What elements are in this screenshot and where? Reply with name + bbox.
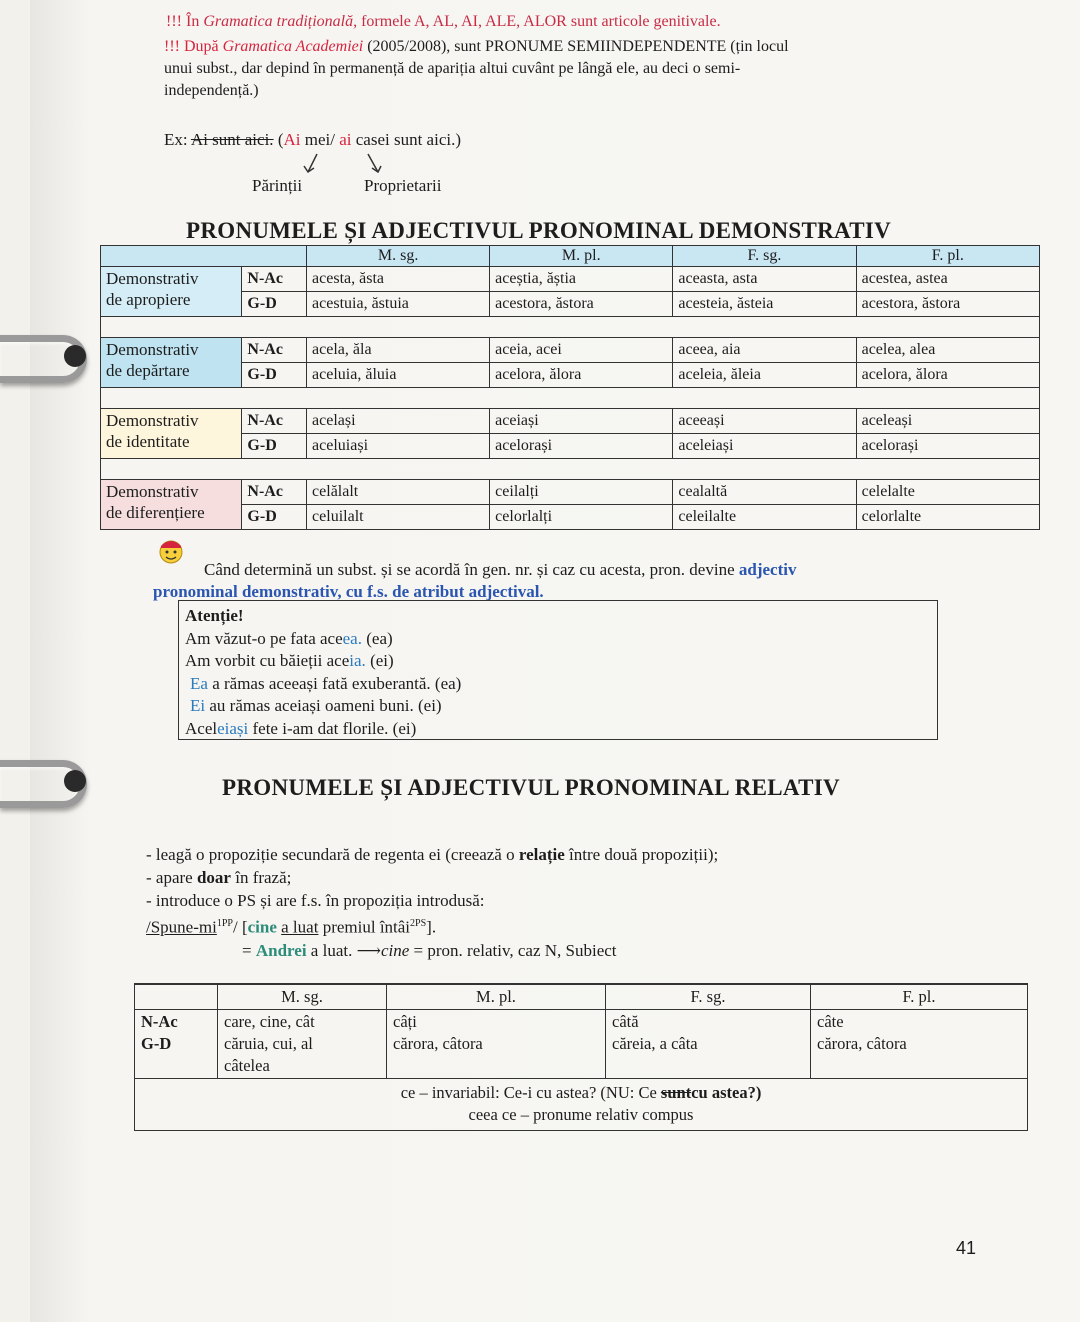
header-empty (101, 246, 307, 267)
note-academy (164, 36, 964, 102)
note-source: Gramatica Academiei (222, 38, 364, 55)
demonstrativ-table (100, 245, 1040, 530)
spacer-cell (101, 317, 1040, 338)
table-row (101, 409, 1040, 434)
table-row (135, 1079, 1028, 1131)
form-value: câte (817, 1012, 844, 1031)
note-text: , formele A, AL, AI, ALE, ALOR sunt articole genitivale. (353, 13, 721, 30)
table-row (101, 338, 1040, 363)
category-line: Demonstrativ (106, 411, 199, 430)
form-cell: același (307, 409, 490, 434)
header-cell: M. pl. (490, 246, 673, 267)
highlight-ai: ai (339, 130, 352, 149)
form-value: câți (393, 1012, 417, 1031)
row-spacer (101, 459, 1040, 480)
form-cell: aceasta, asta (673, 267, 856, 292)
atentie-line (185, 695, 931, 718)
note-text: independență.) (164, 82, 259, 99)
line-text: (ea) (366, 628, 393, 648)
relativ-table (134, 983, 1028, 1131)
line-text: (ei) (370, 651, 394, 670)
form-cell: acelora, ălora (856, 363, 1039, 388)
table-row (101, 434, 1040, 459)
form-cell: acestuia, ăstuia (307, 292, 490, 317)
table-row (101, 292, 1040, 317)
atentie-line (185, 650, 931, 673)
form-cell: acelorași (856, 434, 1039, 459)
category-line: Demonstrativ (106, 340, 199, 359)
line-highlight: ea. (342, 628, 362, 648)
form-cell: acela, ăla (307, 338, 490, 363)
example-prefix: Ex: (164, 130, 188, 149)
note-traditional (166, 13, 721, 31)
arrow-right-icon: ⟶ (356, 940, 381, 960)
spacer-cell (101, 459, 1040, 480)
ex-superscript: 1PP (216, 918, 233, 929)
row-spacer (101, 317, 1040, 338)
category-line: de depărtare (106, 361, 190, 380)
form-cell: acesteia, ăsteia (673, 292, 856, 317)
example-line (164, 129, 461, 151)
ex-superscript: 2PS (410, 918, 427, 929)
form-cell: celorlalte (856, 505, 1039, 530)
bullet-text: - apare (146, 868, 193, 887)
line-highlight: eiași (217, 718, 249, 738)
form-cell (811, 1010, 1028, 1079)
invariable-note (135, 1082, 1027, 1104)
example-text: mei/ (304, 130, 335, 149)
case-label: G-D (242, 434, 307, 459)
struck-text: Ai sunt aici. (190, 130, 274, 149)
category-cell (101, 338, 242, 388)
adjective-rule-line1 (204, 560, 974, 580)
bullet-text: - leagă o propoziție secundară de regenta ei (creează o (146, 845, 515, 864)
atentie-line (185, 718, 931, 741)
spacer-cell (101, 388, 1040, 409)
bullet-item: - introduce o PS și are f.s. în propoziția introdusă: (146, 891, 485, 910)
case-label: N-Ac (141, 1012, 178, 1031)
line-text: Acel (185, 718, 218, 738)
ans-italic: cine (380, 940, 410, 960)
inv-text: ce – invariabil: Ce-i cu astea? (NU: Ce (400, 1083, 657, 1102)
form-value: căruia, cui, al (224, 1034, 313, 1053)
section-title-demonstrativ: PRONUMELE ȘI ADJECTIVUL PRONOMINAL DEMONSTRATIV (186, 218, 892, 243)
compound-note: ceea ce – pronume relativ compus (468, 1105, 694, 1124)
category-cell (101, 480, 242, 530)
case-label: N-Ac (242, 480, 307, 505)
table-header (135, 984, 1028, 1010)
ex-text: /Spune-mi (146, 917, 217, 937)
form-cell: aceleași (856, 409, 1039, 434)
table-row (101, 505, 1040, 530)
form-cell: aceeași (673, 409, 856, 434)
line-highlight: ia. (349, 651, 366, 670)
form-cell: acelorași (490, 434, 673, 459)
line-text: au rămas aceiași oameni buni. (ei) (209, 696, 442, 715)
category-line: Demonstrativ (106, 482, 199, 501)
form-cell (387, 1010, 606, 1079)
note-prefix: După (183, 38, 219, 55)
paren: ( (277, 130, 284, 149)
form-cell: aceleia, ăleia (673, 363, 856, 388)
form-cell: cealaltă (673, 480, 856, 505)
case-label: N-Ac (242, 267, 307, 292)
case-cell (135, 1010, 218, 1079)
example-sentence (146, 912, 718, 939)
bullet-bold: doar (196, 868, 231, 887)
ex-relative: cine (247, 917, 277, 937)
form-cell: celălalt (307, 480, 490, 505)
form-cell: ceilalți (490, 480, 673, 505)
form-value: cărora, câtora (817, 1034, 907, 1053)
table-row (135, 1010, 1028, 1079)
category-line: Demonstrativ (106, 269, 199, 288)
ans-text: a luat. (310, 940, 353, 960)
inv-bold: cu astea?) (691, 1083, 762, 1102)
category-line: de diferențiere (106, 503, 205, 522)
bullet-text: în frază; (235, 868, 292, 887)
form-cell (606, 1010, 811, 1079)
form-value: câtelea (224, 1056, 270, 1075)
relativ-bullets (146, 843, 718, 962)
header-cell: F. pl. (856, 246, 1039, 267)
header-cell: M. pl. (387, 984, 606, 1010)
case-label: G-D (242, 505, 307, 530)
punch-hole (64, 345, 86, 367)
form-cell: acelea, alea (856, 338, 1039, 363)
header-cell: F. sg. (606, 984, 811, 1010)
bullet-text: între două propoziții); (569, 845, 719, 864)
note-marker: !!! (166, 13, 182, 30)
section-title-relativ: PRONUMELE ȘI ADJECTIVUL PRONOMINAL RELATIV (222, 775, 840, 800)
line-text: fete i-am dat florile. (ei) (252, 718, 417, 738)
form-cell: aceștia, ăștia (490, 267, 673, 292)
form-cell: aceia, acei (490, 338, 673, 363)
table-row (101, 363, 1040, 388)
case-label: G-D (141, 1034, 172, 1053)
table-row (101, 480, 1040, 505)
bullet-item (146, 866, 718, 889)
label-parintii: Părinții (252, 176, 303, 195)
header-cell: F. pl. (811, 984, 1028, 1010)
row-spacer (101, 388, 1040, 409)
form-value: care, cine, cât (224, 1012, 315, 1031)
ans-text: = pron. relativ, caz N, Subiect (413, 940, 617, 960)
form-cell: acestora, ăstora (856, 292, 1039, 317)
category-line: de apropiere (106, 290, 191, 309)
example-answer (146, 939, 718, 962)
note-text: unui subst., dar depind în permanență de apariția altui cuvânt pe lângă ele, au deci o semi- (164, 60, 741, 77)
category-cell (101, 267, 242, 317)
line-text: Am văzut-o pe fata ace (185, 628, 343, 648)
label-proprietarii: Proprietarii (364, 176, 442, 195)
ex-text: premiul întâi (322, 917, 411, 937)
note-line (164, 36, 964, 58)
category-line: de identitate (106, 432, 190, 451)
bullet-item (146, 843, 718, 866)
ans-text: = (242, 940, 252, 960)
ex-text: ]. (426, 917, 437, 937)
note-source: Gramatica tradițională (203, 13, 354, 30)
form-value: căreia, a câta (612, 1034, 698, 1053)
line-highlight: Ei (190, 696, 206, 715)
header-cell: F. sg. (673, 246, 856, 267)
form-cell: aceea, aia (673, 338, 856, 363)
invariable-cell (135, 1079, 1028, 1131)
ans-highlight: Andrei (255, 940, 307, 960)
form-cell: celorlalți (490, 505, 673, 530)
form-cell: celuilalt (307, 505, 490, 530)
line-text: a rămas aceeași fată exuberantă. (ea) (212, 673, 462, 693)
category-cell (101, 409, 242, 459)
punch-hole (64, 770, 86, 792)
form-cell: acelora, ălora (490, 363, 673, 388)
form-cell: acestea, astea (856, 267, 1039, 292)
case-label: G-D (242, 292, 307, 317)
atentie-line (185, 628, 931, 651)
smiley-icon (156, 537, 186, 567)
atentie-title: Atenție! (185, 606, 244, 625)
line-text: Am vorbit cu băieții ace (185, 651, 350, 670)
table-header (101, 246, 1040, 267)
case-label: N-Ac (242, 338, 307, 363)
rule-adjectiv: adjectiv (738, 560, 797, 579)
form-cell: aceluia, ăluia (307, 363, 490, 388)
form-cell: celeilalte (673, 505, 856, 530)
form-cell (218, 1010, 387, 1079)
line-highlight: Ea (190, 673, 208, 693)
rule-text: Când determină un subst. și se acordă în gen. nr. și caz cu acesta, pron. devine (204, 560, 735, 579)
form-cell: acesta, ăsta (307, 267, 490, 292)
header-empty (135, 984, 218, 1010)
form-cell: aceluiași (307, 434, 490, 459)
atentie-box (178, 600, 938, 740)
example-text: casei sunt aici.) (355, 130, 461, 149)
header-cell: M. sg. (218, 984, 387, 1010)
table-row (101, 267, 1040, 292)
form-cell: aceleiași (673, 434, 856, 459)
adjective-rule-line2: pronominal demonstrativ, cu f.s. de atribut adjectival. (153, 582, 544, 601)
form-cell: acestora, ăstora (490, 292, 673, 317)
note-text: (2005/2008), sunt PRONUME SEMIINDEPENDENTE (țin locul (367, 38, 789, 55)
note-prefix: În (185, 13, 200, 30)
case-label: G-D (242, 363, 307, 388)
form-value: cărora, câtora (393, 1034, 483, 1053)
ex-text: / [ (232, 917, 248, 937)
bullet-bold: relație (518, 845, 565, 864)
case-label: N-Ac (242, 409, 307, 434)
form-cell: celelalte (856, 480, 1039, 505)
header-cell: M. sg. (307, 246, 490, 267)
form-value: câtă (612, 1012, 639, 1031)
atentie-line (185, 673, 931, 696)
ex-text: a luat (281, 917, 319, 937)
note-marker: !!! (164, 38, 180, 55)
inv-struck: sunt (660, 1083, 692, 1102)
form-cell: aceiași (490, 409, 673, 434)
page-number: 41 (956, 1238, 977, 1258)
highlight-ai: Ai (283, 130, 301, 149)
